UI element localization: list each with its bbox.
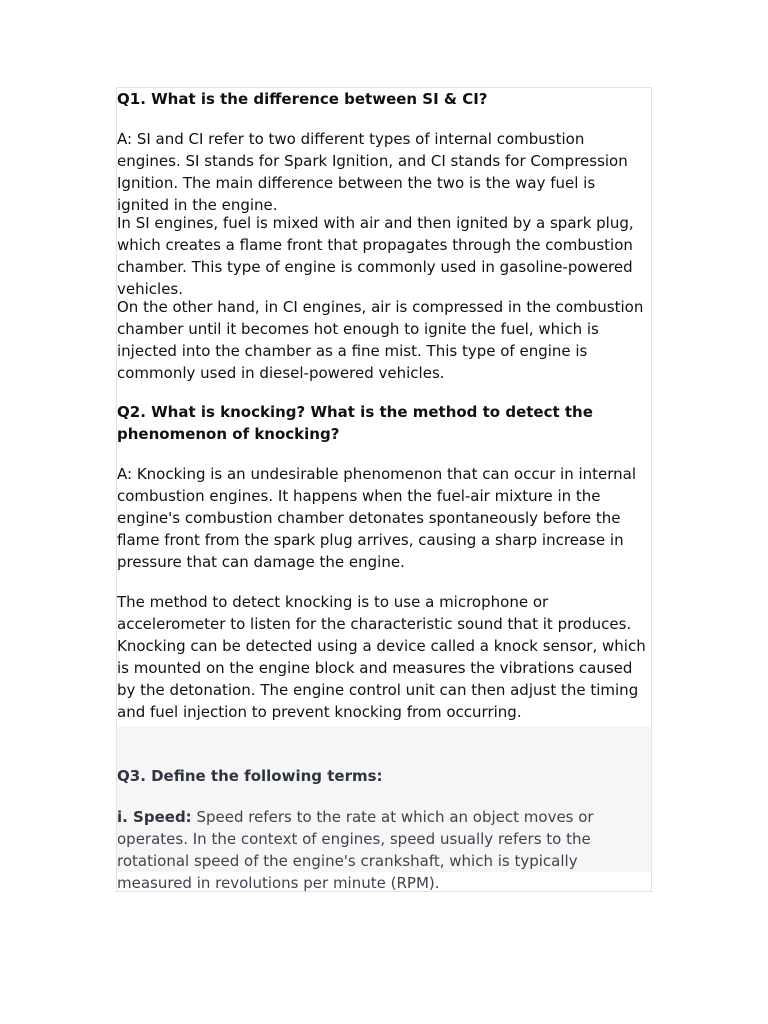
- q2-answer-2: [117, 591, 651, 723]
- q2-answer-paragraph-2: The method to detect knocking is to use a microphone or accelerometer to listen for the characteristic sound that it produces. Knocking can be detected using a device called a knock sensor, which is mounted on the engine block and measures the vibrations caused by the detonation. The engine control unit can then adjust the timing and fuel injection to prevent knocking from occurring.: [117, 593, 646, 721]
- q1-heading: Q1. What is the difference between SI & CI?: [117, 90, 488, 108]
- q3-term-definition: Speed refers to the rate at which an object moves or operates. In the context of engines, speed usually refers to the rotational speed of the engine's crankshaft, which is typically measured in revolutions per minute (RPM).: [117, 808, 594, 892]
- q3-heading: Q3. Define the following terms:: [117, 767, 383, 785]
- q2-heading: Q2. What is knocking? What is the method to detect the phenomenon of knocking?: [117, 403, 593, 443]
- q3-term: [117, 806, 651, 894]
- q1-answer-3: [117, 296, 651, 384]
- q3-term-label: i. Speed:: [117, 808, 192, 826]
- q3-section: [117, 765, 651, 787]
- q1-answer-paragraph-2: In SI engines, fuel is mixed with air and then ignited by a spark plug, which creates a flame front that propagates through the combustion chamber. This type of engine is commonly used in gasoline-powered vehicles.: [117, 214, 634, 298]
- q1-answer-2: [117, 212, 651, 300]
- q1-answer-1: [117, 128, 651, 216]
- q2-answer-1: [117, 463, 651, 573]
- q1-section: [117, 88, 651, 110]
- q2-section: [117, 401, 651, 445]
- q1-answer-paragraph-1: A: SI and CI refer to two different types of internal combustion engines. SI stands for Spark Ignition, and CI stands for Compression Ignition. The main difference between the two is the way fuel is ignited in the engine.: [117, 130, 628, 214]
- q2-answer-paragraph-1: A: Knocking is an undesirable phenomenon that can occur in internal combustion engines. It happens when the fuel-air mixture in the engine's combustion chamber detonates spontaneously before the flame front from the spark plug arrives, causing a sharp increase in pressure that can damage the engine.: [117, 465, 637, 571]
- q1-answer-paragraph-3: On the other hand, in CI engines, air is compressed in the combustion chamber until it becomes hot enough to ignite the fuel, which is injected into the chamber as a fine mist. This type of engine is commonly used in diesel-powered vehicles.: [117, 298, 644, 382]
